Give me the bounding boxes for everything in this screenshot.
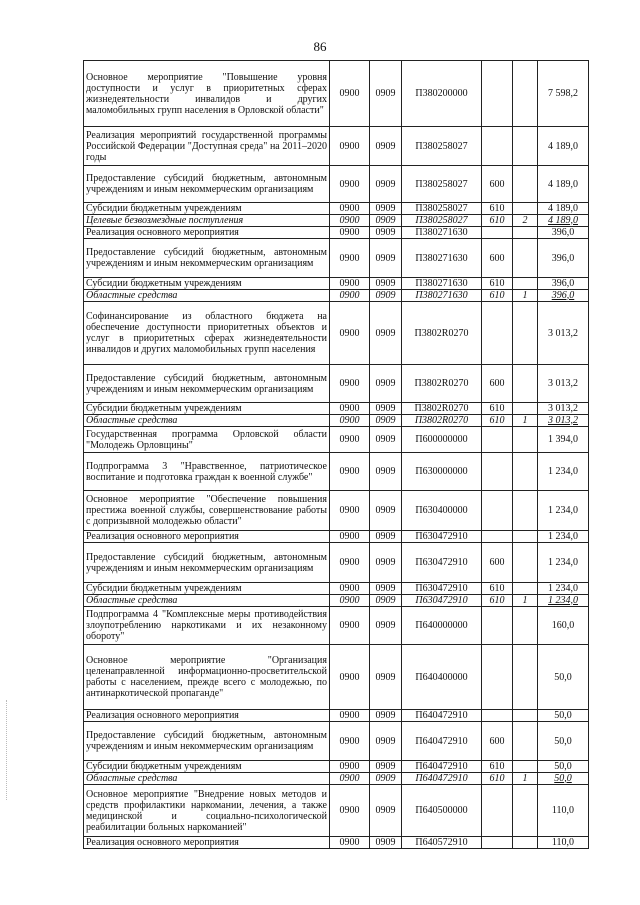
section-code: 0900 <box>330 710 370 722</box>
row-name: Областные средства <box>84 415 330 427</box>
funding-source-code <box>513 227 538 239</box>
section-code: 0900 <box>330 773 370 785</box>
target-article-code: П640472910 <box>402 761 482 773</box>
amount-value: 4 189,0 <box>538 127 589 166</box>
funding-source-code <box>513 722 538 761</box>
funding-source-code <box>513 761 538 773</box>
table-row <box>84 761 589 773</box>
table-row <box>84 61 589 127</box>
table-row <box>84 302 589 365</box>
expense-type-code: 610 <box>482 773 513 785</box>
table-row <box>84 227 589 239</box>
amount-value: 50,0 <box>538 710 589 722</box>
target-article-code: П380258027 <box>402 203 482 215</box>
funding-source-code <box>513 203 538 215</box>
expense-type-code <box>482 710 513 722</box>
row-name: Целевые безвозмездные поступления <box>84 215 330 227</box>
row-name: Основное мероприятие "Организация целенаправленной информационно-просветительской работы с населением, прежде всего с молодежью, по антинаркотической пропаганде" <box>84 645 330 710</box>
target-article-code: П380271630 <box>402 239 482 278</box>
table-row <box>84 290 589 302</box>
expense-type-code <box>482 785 513 837</box>
subsection-code: 0909 <box>370 227 402 239</box>
subsection-code: 0909 <box>370 302 402 365</box>
expense-type-code <box>482 453 513 491</box>
amount-value: 50,0 <box>538 645 589 710</box>
funding-source-code: 2 <box>513 215 538 227</box>
row-name: Областные средства <box>84 773 330 785</box>
funding-source-code <box>513 302 538 365</box>
section-code: 0900 <box>330 491 370 531</box>
row-name: Областные средства <box>84 595 330 607</box>
row-name: Предоставление субсидий бюджетным, автономным учреждениям и иным некоммерческим организациям <box>84 166 330 203</box>
expense-type-code <box>482 607 513 645</box>
expense-type-code <box>482 227 513 239</box>
target-article-code: П380271630 <box>402 278 482 290</box>
amount-value: 1 234,0 <box>538 583 589 595</box>
section-code: 0900 <box>330 761 370 773</box>
table-row <box>84 127 589 166</box>
table-row <box>84 607 589 645</box>
section-code: 0900 <box>330 427 370 453</box>
amount-value: 50,0 <box>538 761 589 773</box>
expense-type-code: 600 <box>482 543 513 583</box>
subsection-code: 0909 <box>370 403 402 415</box>
funding-source-code <box>513 491 538 531</box>
subsection-code: 0909 <box>370 773 402 785</box>
expense-type-code: 610 <box>482 203 513 215</box>
table-row <box>84 722 589 761</box>
table-row <box>84 595 589 607</box>
section-code: 0900 <box>330 227 370 239</box>
table-row <box>84 773 589 785</box>
amount-value: 1 234,0 <box>538 453 589 491</box>
table-row <box>84 453 589 491</box>
target-article-code: П380258027 <box>402 166 482 203</box>
expense-type-code: 610 <box>482 415 513 427</box>
table-row <box>84 403 589 415</box>
table-row <box>84 415 589 427</box>
subsection-code: 0909 <box>370 761 402 773</box>
funding-source-code <box>513 583 538 595</box>
expense-type-code: 610 <box>482 403 513 415</box>
table-row <box>84 239 589 278</box>
table-row <box>84 645 589 710</box>
row-name: Реализация мероприятий государственной программы Российской Федерации "Доступная среда" на 2011–2020 годы <box>84 127 330 166</box>
table-row <box>84 531 589 543</box>
expense-type-code: 610 <box>482 215 513 227</box>
subsection-code: 0909 <box>370 583 402 595</box>
subsection-code: 0909 <box>370 290 402 302</box>
funding-source-code: 1 <box>513 773 538 785</box>
section-code: 0900 <box>330 403 370 415</box>
section-code: 0900 <box>330 290 370 302</box>
row-name: Софинансирование из областного бюджета на обеспечение доступности приоритетных объектов и услуг в приоритетных сферах жизнедеятельности инвалидов и других маломобильных групп населения <box>84 302 330 365</box>
table-row <box>84 203 589 215</box>
amount-value: 1 234,0 <box>538 491 589 531</box>
amount-value: 396,0 <box>538 239 589 278</box>
table-row <box>84 166 589 203</box>
expense-type-code: 600 <box>482 239 513 278</box>
subsection-code: 0909 <box>370 215 402 227</box>
amount-value: 1 394,0 <box>538 427 589 453</box>
row-name: Подпрограмма 3 "Нравственное, патриотическое воспитание и подготовка граждан к военной службе" <box>84 453 330 491</box>
subsection-code: 0909 <box>370 127 402 166</box>
funding-source-code: 1 <box>513 290 538 302</box>
table-row <box>84 491 589 531</box>
row-name: Основное мероприятие "Повышение уровня доступности и услуг в приоритетных сферах жизнедеятельности инвалидов и других маломобильных групп населения в Орловской области" <box>84 61 330 127</box>
section-code: 0900 <box>330 203 370 215</box>
subsection-code: 0909 <box>370 427 402 453</box>
target-article-code: П3802R0270 <box>402 415 482 427</box>
target-article-code: П630472910 <box>402 531 482 543</box>
funding-source-code <box>513 403 538 415</box>
table-row <box>84 215 589 227</box>
amount-value: 396,0 <box>538 290 589 302</box>
target-article-code: П630400000 <box>402 491 482 531</box>
row-name: Реализация основного мероприятия <box>84 710 330 722</box>
section-code: 0900 <box>330 215 370 227</box>
funding-source-code <box>513 543 538 583</box>
expense-type-code <box>482 427 513 453</box>
row-name: Субсидии бюджетным учреждениям <box>84 403 330 415</box>
funding-source-code <box>513 710 538 722</box>
subsection-code: 0909 <box>370 785 402 837</box>
expense-type-code <box>482 491 513 531</box>
amount-value: 1 234,0 <box>538 531 589 543</box>
section-code: 0900 <box>330 531 370 543</box>
subsection-code: 0909 <box>370 166 402 203</box>
row-name: Реализация основного мероприятия <box>84 227 330 239</box>
expense-type-code: 610 <box>482 583 513 595</box>
row-name: Субсидии бюджетным учреждениям <box>84 761 330 773</box>
row-name: Предоставление субсидий бюджетным, автономным учреждениям и иным некоммерческим организациям <box>84 365 330 403</box>
amount-value: 110,0 <box>538 785 589 837</box>
subsection-code: 0909 <box>370 415 402 427</box>
target-article-code: П630472910 <box>402 583 482 595</box>
expense-type-code <box>482 302 513 365</box>
amount-value: 1 234,0 <box>538 543 589 583</box>
amount-value: 396,0 <box>538 227 589 239</box>
budget-table <box>83 60 589 849</box>
row-name: Субсидии бюджетным учреждениям <box>84 203 330 215</box>
binding-margin-marks <box>6 700 8 800</box>
expense-type-code: 600 <box>482 365 513 403</box>
subsection-code: 0909 <box>370 239 402 278</box>
funding-source-code <box>513 166 538 203</box>
table-row <box>84 785 589 837</box>
expense-type-code: 610 <box>482 290 513 302</box>
funding-source-code <box>513 531 538 543</box>
target-article-code: П380258027 <box>402 215 482 227</box>
amount-value: 3 013,2 <box>538 365 589 403</box>
subsection-code: 0909 <box>370 607 402 645</box>
expense-type-code: 600 <box>482 722 513 761</box>
funding-source-code <box>513 427 538 453</box>
target-article-code: П380271630 <box>402 227 482 239</box>
amount-value: 396,0 <box>538 278 589 290</box>
expense-type-code: 610 <box>482 595 513 607</box>
section-code: 0900 <box>330 583 370 595</box>
subsection-code: 0909 <box>370 278 402 290</box>
table-row <box>84 837 589 849</box>
subsection-code: 0909 <box>370 61 402 127</box>
expense-type-code: 610 <box>482 761 513 773</box>
funding-source-code <box>513 837 538 849</box>
amount-value: 3 013,2 <box>538 302 589 365</box>
table-row <box>84 427 589 453</box>
table-row <box>84 710 589 722</box>
funding-source-code <box>513 61 538 127</box>
row-name: Субсидии бюджетным учреждениям <box>84 583 330 595</box>
subsection-code: 0909 <box>370 203 402 215</box>
target-article-code: П3802R0270 <box>402 365 482 403</box>
table-row <box>84 583 589 595</box>
row-name: Предоставление субсидий бюджетным, автономным учреждениям и иным некоммерческим организациям <box>84 239 330 278</box>
expense-type-code <box>482 127 513 166</box>
section-code: 0900 <box>330 239 370 278</box>
row-name: Предоставление субсидий бюджетным, автономным учреждениям и иным некоммерческим организациям <box>84 543 330 583</box>
target-article-code: П640472910 <box>402 710 482 722</box>
amount-value: 3 013,2 <box>538 403 589 415</box>
section-code: 0900 <box>330 645 370 710</box>
target-article-code: П380271630 <box>402 290 482 302</box>
row-name: Основное мероприятие "Внедрение новых методов и средств профилактики наркомании, лечения, а также медицинской и социально-психологической реабилитации больных наркоманией" <box>84 785 330 837</box>
funding-source-code <box>513 453 538 491</box>
amount-value: 4 189,0 <box>538 215 589 227</box>
subsection-code: 0909 <box>370 365 402 403</box>
funding-source-code <box>513 127 538 166</box>
row-name: Подпрограмма 4 "Комплексные меры противодействия злоупотреблению наркотиками и их незаконному обороту" <box>84 607 330 645</box>
section-code: 0900 <box>330 607 370 645</box>
target-article-code: П640472910 <box>402 722 482 761</box>
target-article-code: П640572910 <box>402 837 482 849</box>
funding-source-code: 1 <box>513 595 538 607</box>
target-article-code: П630472910 <box>402 543 482 583</box>
section-code: 0900 <box>330 278 370 290</box>
amount-value: 160,0 <box>538 607 589 645</box>
amount-value: 4 189,0 <box>538 203 589 215</box>
expense-type-code <box>482 61 513 127</box>
target-article-code: П380258027 <box>402 127 482 166</box>
target-article-code: П3802R0270 <box>402 302 482 365</box>
amount-value: 4 189,0 <box>538 166 589 203</box>
section-code: 0900 <box>330 61 370 127</box>
amount-value: 1 234,0 <box>538 595 589 607</box>
section-code: 0900 <box>330 722 370 761</box>
row-name: Реализация основного мероприятия <box>84 837 330 849</box>
funding-source-code <box>513 607 538 645</box>
expense-type-code: 600 <box>482 166 513 203</box>
funding-source-code <box>513 645 538 710</box>
subsection-code: 0909 <box>370 531 402 543</box>
section-code: 0900 <box>330 415 370 427</box>
subsection-code: 0909 <box>370 722 402 761</box>
amount-value: 110,0 <box>538 837 589 849</box>
funding-source-code <box>513 239 538 278</box>
subsection-code: 0909 <box>370 837 402 849</box>
expense-type-code <box>482 645 513 710</box>
target-article-code: П640500000 <box>402 785 482 837</box>
target-article-code: П630000000 <box>402 453 482 491</box>
amount-value: 50,0 <box>538 722 589 761</box>
amount-value: 3 013,2 <box>538 415 589 427</box>
amount-value: 50,0 <box>538 773 589 785</box>
row-name: Государственная программа Орловской области "Молодежь Орловщины" <box>84 427 330 453</box>
target-article-code: П3802R0270 <box>402 403 482 415</box>
table-row <box>84 278 589 290</box>
funding-source-code: 1 <box>513 415 538 427</box>
row-name: Субсидии бюджетным учреждениям <box>84 278 330 290</box>
subsection-code: 0909 <box>370 491 402 531</box>
target-article-code: П640472910 <box>402 773 482 785</box>
subsection-code: 0909 <box>370 453 402 491</box>
amount-value: 7 598,2 <box>538 61 589 127</box>
section-code: 0900 <box>330 166 370 203</box>
target-article-code: П630472910 <box>402 595 482 607</box>
section-code: 0900 <box>330 302 370 365</box>
expense-type-code <box>482 531 513 543</box>
table-row <box>84 365 589 403</box>
funding-source-code <box>513 365 538 403</box>
expense-type-code: 610 <box>482 278 513 290</box>
table-row <box>84 543 589 583</box>
funding-source-code <box>513 785 538 837</box>
section-code: 0900 <box>330 127 370 166</box>
section-code: 0900 <box>330 785 370 837</box>
row-name: Основное мероприятие "Обеспечение повышения престижа военной службы, совершенствование работы с допризывной молодежью области" <box>84 491 330 531</box>
section-code: 0900 <box>330 837 370 849</box>
expense-type-code <box>482 837 513 849</box>
funding-source-code <box>513 278 538 290</box>
target-article-code: П640000000 <box>402 607 482 645</box>
section-code: 0900 <box>330 453 370 491</box>
row-name: Предоставление субсидий бюджетным, автономным учреждениям и иным некоммерческим организациям <box>84 722 330 761</box>
target-article-code: П640400000 <box>402 645 482 710</box>
section-code: 0900 <box>330 365 370 403</box>
subsection-code: 0909 <box>370 710 402 722</box>
subsection-code: 0909 <box>370 645 402 710</box>
target-article-code: П600000000 <box>402 427 482 453</box>
row-name: Областные средства <box>84 290 330 302</box>
section-code: 0900 <box>330 543 370 583</box>
subsection-code: 0909 <box>370 543 402 583</box>
target-article-code: П380200000 <box>402 61 482 127</box>
subsection-code: 0909 <box>370 595 402 607</box>
page-number: 86 <box>313 39 327 54</box>
row-name: Реализация основного мероприятия <box>84 531 330 543</box>
section-code: 0900 <box>330 595 370 607</box>
